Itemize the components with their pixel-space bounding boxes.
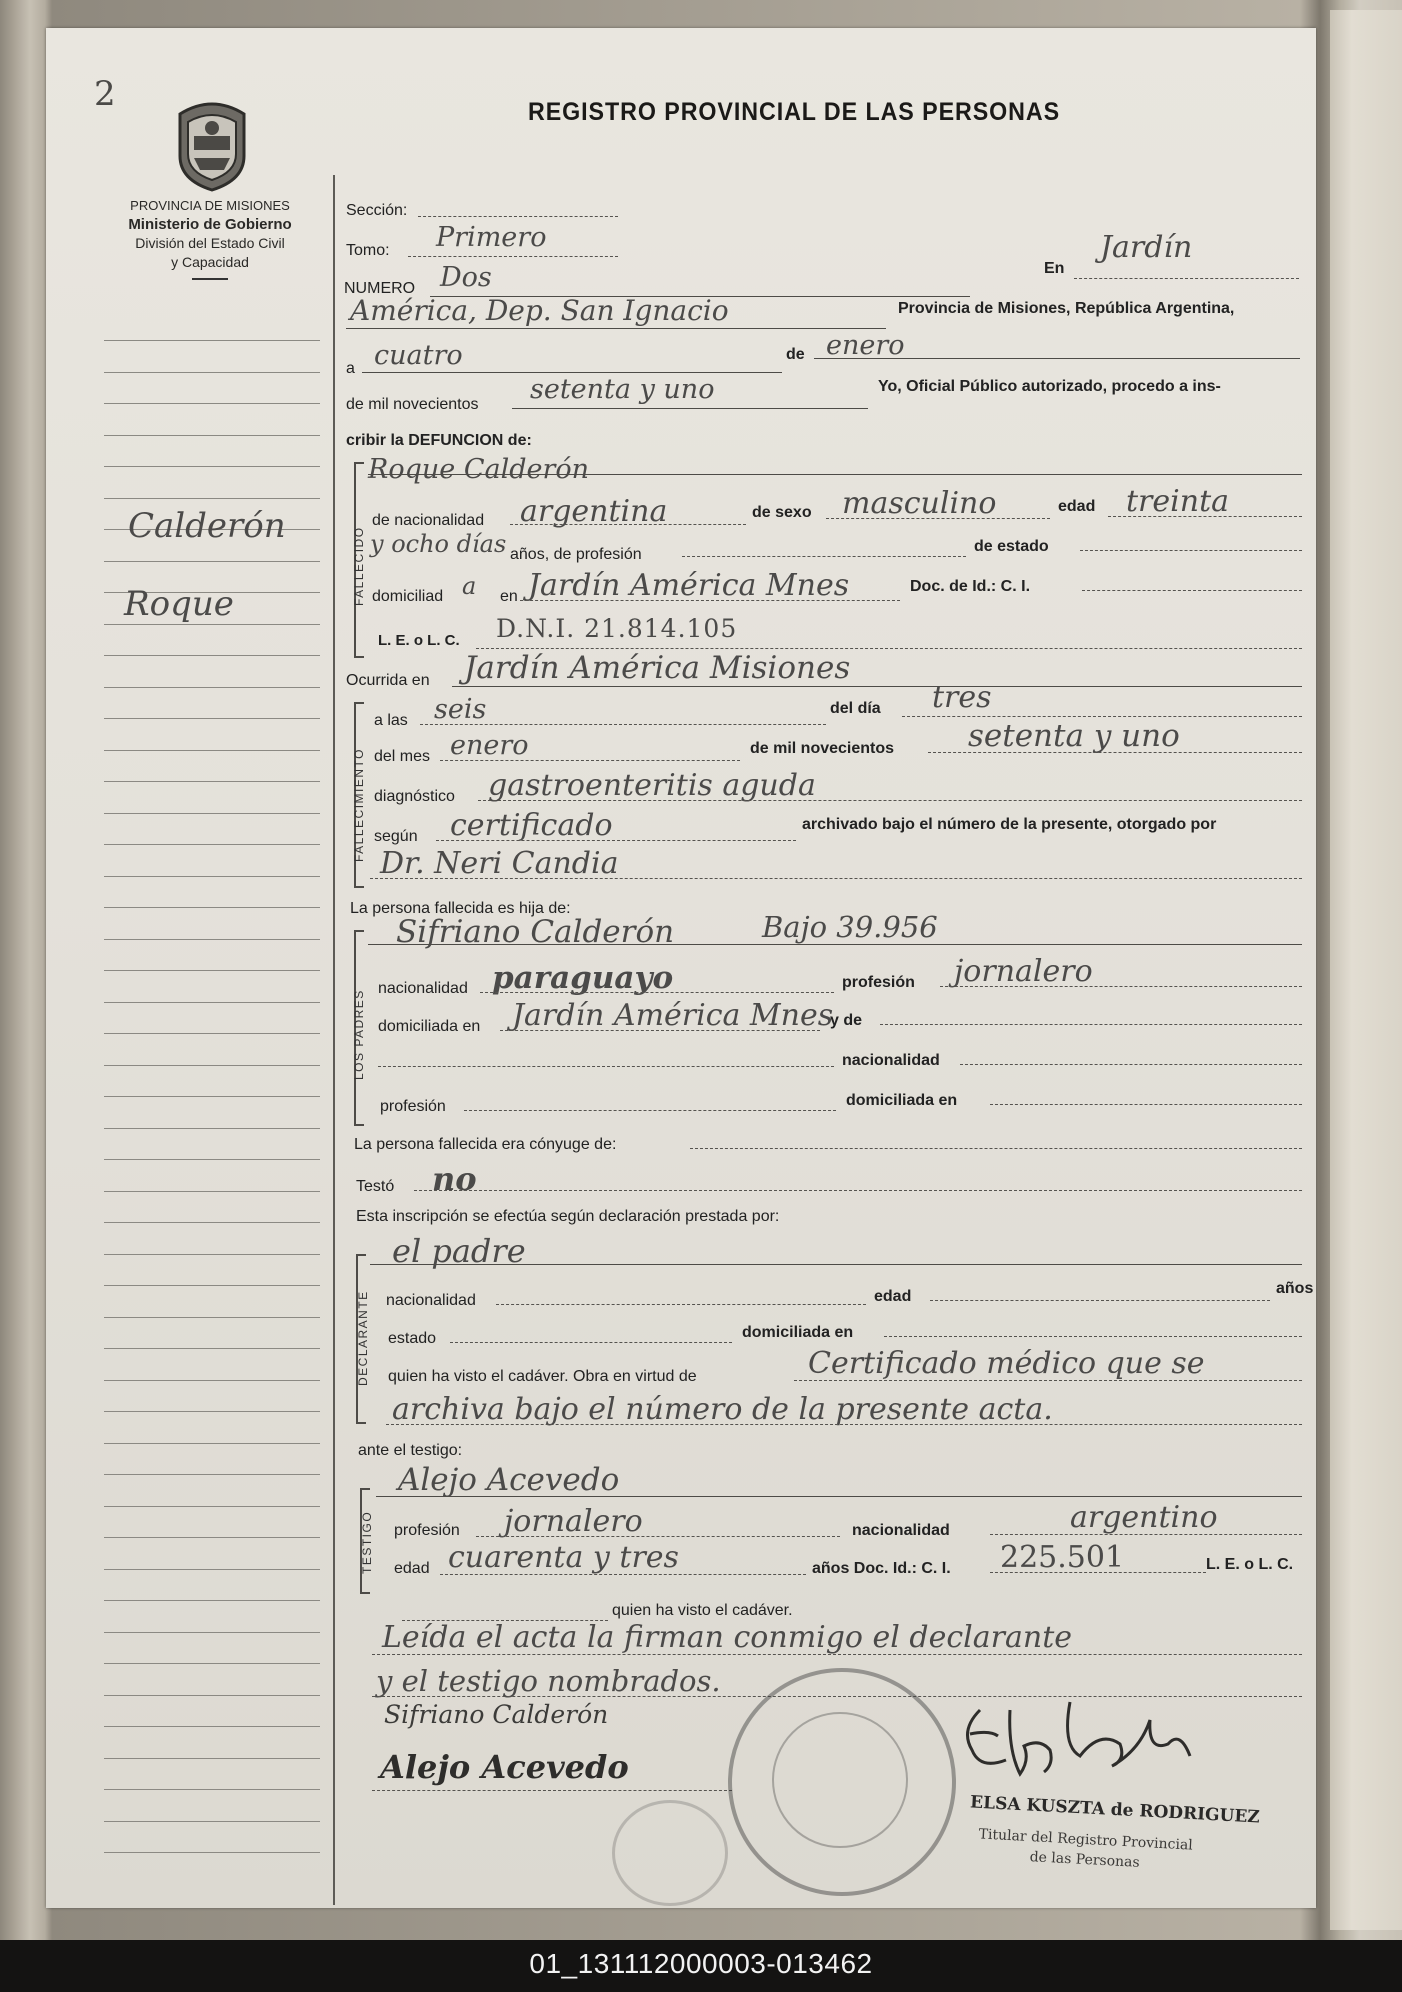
tomo-line <box>408 256 618 257</box>
estado-line <box>1080 550 1302 551</box>
testo-line <box>414 1190 1302 1191</box>
le-label: L. E. o L. C. <box>378 632 460 649</box>
officer-title-2: de las Personas <box>1029 1849 1141 1871</box>
margin-rule <box>104 1317 320 1318</box>
official-stamp <box>728 1668 956 1896</box>
seccion-label: Sección: <box>346 202 408 219</box>
margin-rule <box>104 372 320 373</box>
ocurrida-label: Ocurrida en <box>346 672 430 689</box>
margin-rule <box>104 1411 320 1412</box>
t-ci-line <box>990 1572 1206 1573</box>
de-label: de <box>786 346 805 363</box>
cierre-line-2: y el testigo nombrados. <box>376 1664 721 1698</box>
officer-title-1: Titular del Registro Provincial <box>978 1826 1194 1854</box>
margin-rule <box>104 1726 320 1727</box>
margin-rule <box>104 1695 320 1696</box>
otorgado-value: Dr. Neri Candia <box>380 846 619 881</box>
firma-rule <box>372 1790 732 1791</box>
conyuge-line <box>690 1148 1302 1149</box>
mes-line <box>814 358 1300 359</box>
t-nac-label: nacionalidad <box>852 1522 950 1539</box>
domicilio-value: Jardín América Mnes <box>528 568 850 603</box>
p-nac-label: nacionalidad <box>378 980 468 997</box>
seccion-line <box>418 216 618 217</box>
lugar-line <box>346 328 886 329</box>
testo-value: no <box>432 1160 477 1198</box>
cribir-label: cribir la DEFUNCION de: <box>346 432 532 449</box>
margin-rule <box>104 340 320 341</box>
margin-rule <box>104 403 320 404</box>
diagnostico-value: gastroenteritis aguda <box>488 768 816 803</box>
padre-dom-value: Jardín América Mnes <box>512 998 834 1033</box>
d-dom-line <box>884 1336 1302 1337</box>
p-dom2-line <box>990 1104 1302 1105</box>
margin-rule <box>104 718 320 719</box>
mes-fallec-line <box>440 760 740 761</box>
d-nac-label: nacionalidad <box>386 1292 476 1309</box>
d-nac-line <box>496 1304 866 1305</box>
ocurrida-line <box>452 686 1302 687</box>
testo-label: Testó <box>356 1178 395 1195</box>
t-le-label: L. E. o L. C. <box>1206 1556 1294 1573</box>
a-las-label: a las <box>374 712 408 729</box>
p-prof-line <box>940 986 1302 987</box>
nombre-line <box>368 474 1302 475</box>
margin-rule <box>104 1380 320 1381</box>
testigo-line <box>376 1496 1302 1497</box>
segun-label: según <box>374 828 418 845</box>
fallecido-side-label: FALLECIDO <box>352 526 366 606</box>
margin-rule <box>104 939 320 940</box>
margin-rule <box>104 876 320 877</box>
p-dom-label: domiciliada en <box>378 1018 481 1035</box>
sexo-line <box>826 518 1050 519</box>
t-edad-line <box>440 1574 806 1575</box>
p-prof2-label: profesión <box>380 1098 446 1115</box>
p-prof2-line <box>464 1110 836 1111</box>
cierre-line-1: Leída el acta la firman conmigo el declarante <box>382 1620 1073 1655</box>
t-edad-value: cuarenta y tres <box>448 1540 679 1575</box>
padre-prof-value: jornalero <box>954 954 1093 989</box>
province-label: PROVINCIA DE MISIONES <box>130 198 290 213</box>
hora-line <box>420 724 826 725</box>
d-dom-label: domiciliada en <box>742 1324 854 1341</box>
margin-rule <box>104 561 320 562</box>
fallecimiento-side-label: FALLECIMIENTO <box>352 748 366 862</box>
hora-value: seis <box>434 694 487 725</box>
division-label: División del Estado Civil <box>135 235 285 251</box>
numero-label: NUMERO <box>344 280 416 297</box>
certificado-value-2: archiva bajo el número de la presente acta. <box>392 1392 1053 1427</box>
lugar-value-2: América, Dep. San Ignacio <box>350 294 729 327</box>
t-nac-line <box>990 1534 1302 1535</box>
d-estado-label: estado <box>388 1330 437 1347</box>
margin-rule <box>104 1758 320 1759</box>
en-label: En <box>1044 260 1065 277</box>
nacionalidad-label: de nacionalidad <box>372 512 485 529</box>
dia-fallec-value: tres <box>932 680 992 715</box>
t-anios-label: años Doc. Id.: C. I. <box>812 1560 951 1577</box>
image-caption: 01_131112000003-013462 <box>529 1948 873 1979</box>
margin-rule <box>104 1569 320 1570</box>
domiciliad-label: domiciliad <box>372 588 444 605</box>
p-yde-line <box>880 1024 1302 1025</box>
margin-rule <box>104 1033 320 1034</box>
testigo-value: Alejo Acevedo <box>398 1462 620 1498</box>
anio-line <box>512 408 868 409</box>
p-nac2-line <box>960 1064 1302 1065</box>
margin-rule <box>104 687 320 688</box>
a-label: a <box>346 360 355 377</box>
margin-rule <box>104 1443 320 1444</box>
segun-line <box>436 840 796 841</box>
p-yde-label: y de <box>830 1012 863 1029</box>
margin-rule <box>104 1506 320 1507</box>
ministry-label: Ministerio de Gobierno <box>128 216 292 233</box>
margin-rule <box>104 498 320 499</box>
margin-rule <box>104 970 320 971</box>
certificado-value-1: Certificado médico que se <box>808 1346 1205 1381</box>
dni-value: D.N.I. 21.814.105 <box>496 614 738 643</box>
diagnostico-line <box>478 800 1302 801</box>
sexo-label: de sexo <box>752 504 812 521</box>
de-mil2-label: de mil novecientos <box>750 740 895 757</box>
margin-rule <box>104 813 320 814</box>
mes-fallec-value: enero <box>450 730 529 761</box>
margin-rule <box>104 1191 320 1192</box>
domiciliad-suffix: a <box>462 572 477 600</box>
margin-rule <box>104 1285 320 1286</box>
margin-rule <box>104 1821 320 1822</box>
testigo-label: ante el testigo: <box>358 1442 463 1459</box>
d-visto-label: quien ha visto el cadáver. Obra en virtud de <box>388 1368 697 1385</box>
hija-label: La persona fallecida es hija de: <box>350 900 571 917</box>
margin-rule <box>104 466 320 467</box>
firma-testigo: Alejo Acevedo <box>380 1748 629 1786</box>
margin-rule <box>104 1789 320 1790</box>
margin-rule <box>104 1002 320 1003</box>
t-nac-value: argentino <box>1070 1500 1218 1535</box>
margin-rule <box>104 781 320 782</box>
docid-line <box>1082 590 1302 591</box>
margin-rule <box>104 750 320 751</box>
del-mes-label: del mes <box>374 748 431 765</box>
del-dia-label: del día <box>830 700 881 717</box>
officer-name: ELSA KUSZTA de RODRIGUEZ <box>969 1792 1261 1828</box>
d-edad-line <box>930 1300 1270 1301</box>
margin-rule <box>104 907 320 908</box>
margin-rule <box>104 1474 320 1475</box>
margin-rule <box>104 1600 320 1601</box>
anio-value: setenta y uno <box>530 374 715 405</box>
t-ci-value: 225.501 <box>1000 1540 1125 1575</box>
declarante-value: el padre <box>392 1232 526 1270</box>
dia-value: cuatro <box>374 340 463 371</box>
margin-rule <box>104 1632 320 1633</box>
d-anios-label: años <box>1276 1280 1314 1297</box>
certificado-line-2 <box>386 1424 1302 1425</box>
dia-line <box>362 372 782 373</box>
dia-fallec-line <box>902 716 1302 717</box>
ocurrida-value: Jardín América Misiones <box>464 650 851 686</box>
padre-doc-value: Bajo 39.956 <box>762 910 938 944</box>
margin-rule <box>104 1065 320 1066</box>
archivado-label: archivado bajo el número de la presente, otorgado por <box>802 816 1217 833</box>
firma-declarante: Sifriano Calderón <box>384 1700 609 1729</box>
testigo-side-label: TESTIGO <box>360 1510 374 1574</box>
dni-line <box>476 648 1302 649</box>
margin-rule <box>104 435 320 436</box>
t-prof-label: profesión <box>394 1522 460 1539</box>
nacionalidad-value: argentina <box>520 494 668 529</box>
padre-value: Sifriano Calderón <box>396 914 675 950</box>
margin-rule <box>104 1852 320 1853</box>
nombre-value: Roque Calderón <box>368 454 590 485</box>
declarante-line <box>370 1264 1302 1265</box>
yo-label: Yo, Oficial Público autorizado, procedo a ins- <box>878 378 1221 395</box>
declarante-side-label: DECLARANTE <box>356 1290 370 1386</box>
coat-of-arms-icon <box>172 96 252 192</box>
margin-rule <box>104 655 320 656</box>
d-visto-line <box>794 1380 1302 1381</box>
anio-fallec-value: setenta y uno <box>968 718 1180 754</box>
page-number: 2 <box>94 74 116 114</box>
p-nac2-label: nacionalidad <box>842 1052 940 1069</box>
sexo-value: masculino <box>842 486 997 521</box>
margin-rule <box>104 1537 320 1538</box>
t-prof-value: jornalero <box>504 1504 643 1539</box>
docid-label: Doc. de Id.: C. I. <box>910 578 1031 595</box>
document-title: REGISTRO PROVINCIAL DE LAS PERSONAS <box>528 98 1061 126</box>
margin-rule <box>104 1663 320 1664</box>
margin-rule <box>104 1254 320 1255</box>
margin-rule <box>104 1096 320 1097</box>
t-prof-line <box>476 1536 840 1537</box>
edad-label: edad <box>1058 498 1096 515</box>
p-blank-line <box>378 1066 834 1067</box>
nacionalidad-line <box>510 524 746 525</box>
de-mil-label: de mil novecientos <box>346 396 479 413</box>
t-visto-label: quien ha visto el cadáver. <box>612 1602 793 1619</box>
conyuge-label: La persona fallecida era cónyuge de: <box>354 1136 617 1153</box>
facing-page-edge <box>1330 10 1402 1930</box>
lugar-value-1: Jardín <box>1100 230 1193 265</box>
inscripcion-label: Esta inscripción se efectúa según declaración prestada por: <box>356 1208 780 1225</box>
en-dom-label: en <box>500 588 518 605</box>
t-edad-label: edad <box>394 1560 430 1577</box>
margin-rule <box>104 844 320 845</box>
margin-divider <box>333 175 335 1905</box>
tomo-label: Tomo: <box>346 242 390 259</box>
en-line <box>1074 278 1299 279</box>
divider <box>192 278 228 280</box>
issuer-block <box>86 196 334 280</box>
margin-note-surname: Calderón <box>128 506 286 546</box>
segun-value: certificado <box>450 808 613 843</box>
cierre-rule-1 <box>372 1654 1302 1655</box>
d-edad-label: edad <box>874 1288 912 1305</box>
margin-rule <box>104 1128 320 1129</box>
padre-nac-value: paraguayo <box>492 960 674 996</box>
padre-line <box>368 944 1302 945</box>
faded-stamp <box>612 1800 728 1906</box>
padres-side-label: LOS PADRES <box>352 989 366 1080</box>
edad-line <box>1108 516 1302 517</box>
margin-rule <box>104 1222 320 1223</box>
otorgado-line <box>370 878 1302 879</box>
domicilio-line <box>520 600 900 601</box>
margin-rule <box>104 1348 320 1349</box>
diagnostico-label: diagnóstico <box>374 788 455 805</box>
p-dom-line <box>500 1030 820 1031</box>
anios-prof-label: años, de profesión <box>510 546 642 563</box>
edad-value-1: treinta <box>1126 484 1230 519</box>
d-estado-line <box>450 1342 732 1343</box>
p-dom2-label: domiciliada en <box>846 1092 958 1109</box>
anio-fallec-line <box>928 752 1302 753</box>
estado-label: de estado <box>974 538 1049 555</box>
mes-value: enero <box>826 330 905 361</box>
margin-note-name: Roque <box>124 584 234 624</box>
profesion-line <box>682 556 966 557</box>
p-nac-line <box>480 992 834 993</box>
edad-value-2: y ocho días <box>370 530 507 558</box>
provincia-label: Provincia de Misiones, República Argentina, <box>898 300 1235 317</box>
numero-value: Dos <box>440 262 492 293</box>
p-prof-label: profesión <box>842 974 915 991</box>
tomo-value: Primero <box>436 222 547 253</box>
margin-rule <box>104 1159 320 1160</box>
officer-signature-icon <box>950 1690 1210 1800</box>
capacity-label: y Capacidad <box>171 254 249 270</box>
